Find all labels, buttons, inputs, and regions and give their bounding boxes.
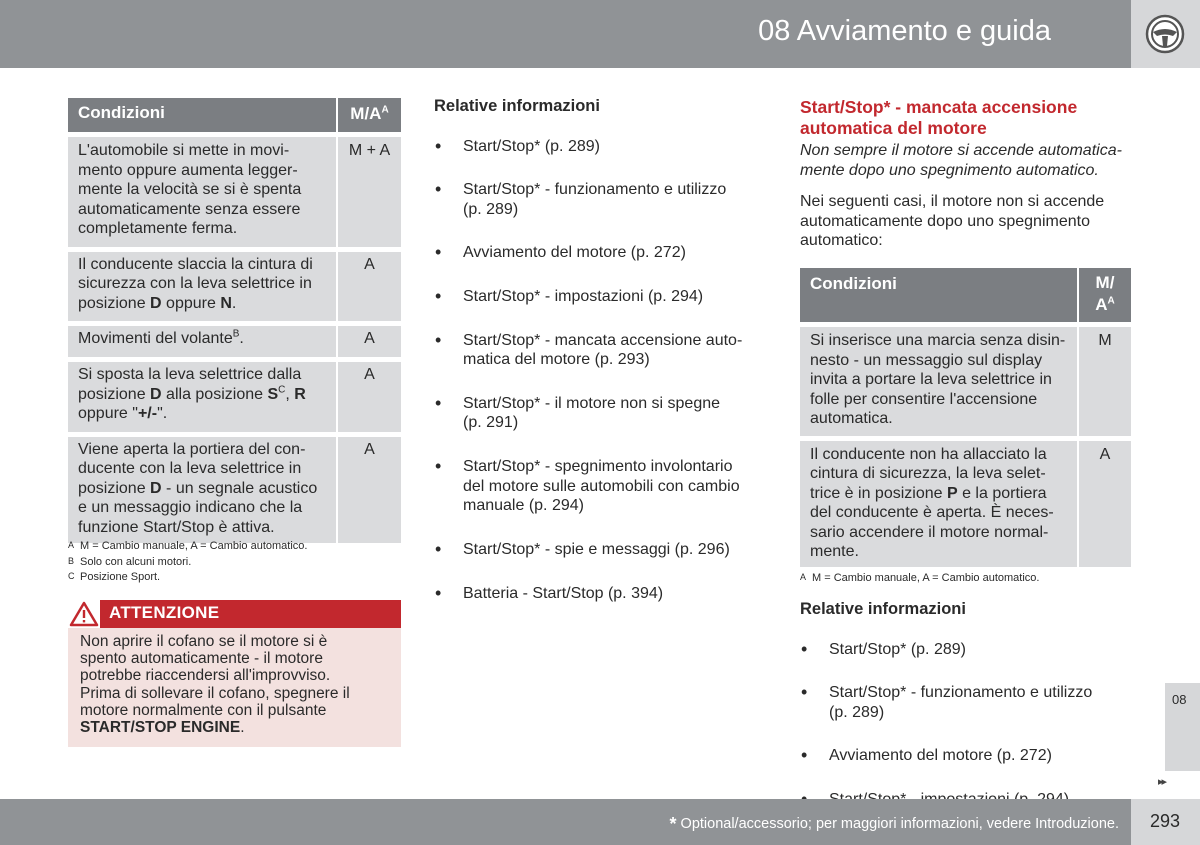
section-title: Start/Stop* - mancata accensione automatica del motore (800, 97, 1078, 138)
table-row (800, 436, 1131, 567)
related-link[interactable]: • Start/Stop* (p. 289) (801, 640, 1131, 660)
table-cell-condition: Il conducente slaccia la cintura di sicurezza con la leva selettrice in posizione D oppure N. (68, 247, 336, 322)
right-conditions-table (800, 268, 1131, 567)
related-link[interactable]: • Batteria - Start/Stop (p. 394) (435, 584, 765, 604)
related-link[interactable]: • Avviamento del motore (p. 272) (801, 746, 1131, 766)
table-header-conditions: Condizioni (800, 268, 1077, 322)
section-paragraph: Nei seguenti casi, il motore non si accende automaticamente dopo uno spegnimento automatico: (800, 193, 1105, 249)
table-cell-value: M + A (336, 132, 401, 247)
related-link[interactable]: • Start/Stop* - mancata accensione auto- matica del motore (p. 293) (435, 331, 765, 370)
table-header-conditions: Condizioni (68, 98, 336, 132)
table-row (68, 357, 401, 432)
next-page-arrows-icon[interactable]: ▸▸ (1158, 776, 1166, 788)
table-cell-condition: Movimenti del volante$^B$. (68, 321, 336, 357)
left-table-footnotes (68, 538, 307, 585)
table-cell-condition: Il conducente non ha allacciato la cintura di sicurezza, la leva selet- trice è in posizione P e la portiera del conducente è aperta. È neces- sario accendere il motore normal- mente. (800, 436, 1077, 567)
related-link[interactable]: • Start/Stop* - funzionamento e utilizzo (p. 289) (801, 683, 1131, 722)
table-cell-value: A (336, 247, 401, 322)
chapter-side-tab[interactable] (1165, 683, 1200, 771)
warning-header (68, 600, 401, 628)
related-link[interactable]: • Avviamento del motore (p. 272) (435, 243, 765, 263)
table-header-ma: $M/A^A$ (336, 98, 401, 132)
steering-wheel-icon (1145, 14, 1185, 54)
page-header (0, 0, 1131, 68)
related-link[interactable]: • Start/Stop* (p. 289) (435, 137, 765, 157)
warning-title: ATTENZIONE (109, 603, 220, 622)
section-intro: Non sempre il motore si accende automatica- mente dopo uno spegnimento automatico. (800, 142, 1122, 179)
table-row (800, 322, 1131, 436)
related-link[interactable]: • Start/Stop* - spegnimento involontario del motore sulle automobili con cambio manuale (p. 294) (435, 457, 765, 516)
warning-triangle-icon (68, 600, 100, 628)
footnote: B Solo con alcuni motori. (68, 555, 192, 568)
table-row (68, 247, 401, 322)
related-link[interactable]: • Start/Stop* - spie e messaggi (p. 296) (435, 540, 765, 560)
chapter-title: 08 Avviamento e guida (758, 15, 1051, 47)
table-header-ma: M/ $A^A$ (1077, 268, 1131, 322)
page-number: 293 (1150, 811, 1181, 831)
table-row (68, 432, 401, 544)
chapter-side-tab-label: 08 (1172, 692, 1187, 707)
related-link[interactable]: • Start/Stop* - impostazioni (p. 294) (435, 287, 765, 307)
table-cell-value: A (336, 321, 401, 357)
table-header-row (68, 98, 401, 132)
footnote: A M = Cambio manuale, A = Cambio automatico. (800, 572, 1040, 584)
related-link[interactable]: • Start/Stop* - funzionamento e utilizzo (p. 289) (435, 180, 765, 219)
table-cell-condition: Si sposta la leva selettrice dalla posizione D alla posizione $S^C$, R oppure "+/-". (68, 357, 336, 432)
footnote: C Posizione Sport. (68, 571, 161, 583)
footnote: A M = Cambio manuale, A = Cambio automatico. (68, 540, 308, 552)
table-header-row (800, 268, 1131, 322)
footer-note: * Optional/accessorio; per maggiori informazioni, vedere Introduzione. (669, 814, 1119, 834)
page-footer (0, 799, 1131, 845)
left-conditions-table (68, 98, 401, 543)
table-row (68, 132, 401, 247)
warning-text: Non aprire il cofano se il motore si è spento automaticamente - il motore potrebbe riaccendersi all'improvviso. Prima di sollevare il cofano, spegnere il motore normalmente con il pulsante START/STOP ENGINE. (80, 633, 350, 737)
warning-box (68, 600, 401, 747)
table-cell-value: A (336, 432, 401, 544)
table-cell-value: A (1077, 436, 1131, 567)
chapter-icon-box (1131, 0, 1200, 68)
middle-related-list (435, 117, 765, 627)
table-cell-condition: Viene aperta la portiera del con- ducente con la leva selettrice in posizione D - un segnale acustico e un messaggio indicano che la funzione Start/Stop è attiva. (68, 432, 336, 544)
related-link[interactable]: • Start/Stop* - il motore non si spegne (p. 291) (435, 394, 765, 433)
middle-related-title: Relative informazioni (434, 97, 600, 115)
right-related-title: Relative informazioni (800, 600, 966, 618)
right-table-footnotes (800, 570, 1039, 586)
page-number-box (1131, 799, 1200, 845)
table-cell-condition: L'automobile si mette in movi- mento oppure aumenta legger- mente la velocità se si è spenta automaticamente senza essere completamente ferma. (68, 132, 336, 247)
table-cell-value: A (336, 357, 401, 432)
table-cell-condition: Si inserisce una marcia senza disin- nesto - un messaggio sul display invita a portare la leva selettrice in folle per consentire l'accensione automatica. (800, 322, 1077, 436)
table-row (68, 321, 401, 357)
table-cell-value: M (1077, 322, 1131, 436)
